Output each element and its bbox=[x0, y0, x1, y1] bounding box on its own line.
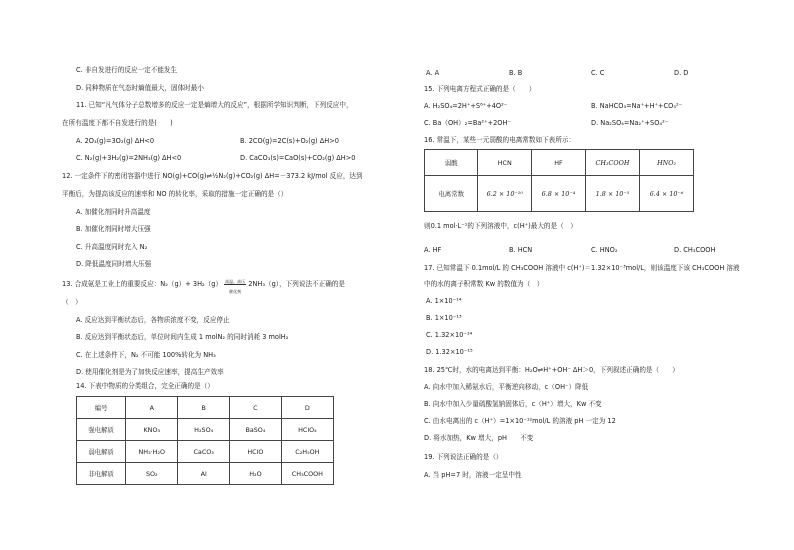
q17-option-a: A. 1×10⁻¹⁴ bbox=[426, 297, 462, 305]
q16-header-cell: HCN bbox=[478, 150, 532, 176]
q18-option-c: C. 由水电离出的 c（H⁺）=1×10⁻¹²mol/L 的溶液 pH 一定为 12 bbox=[424, 417, 616, 425]
q17-option-b: B. 1×10⁻¹³ bbox=[426, 314, 462, 322]
q18-stem: 18. 25℃时，水的电离达到平衡：H₂O⇌H⁺+OH⁻ ΔH＞0，下列叙述正确的是（ ） bbox=[424, 366, 679, 374]
table-cell: CaCO₃ bbox=[178, 441, 230, 463]
q13-option-d: D. 使用催化剂是为了加快反应速率，提高生产效率 bbox=[76, 368, 224, 376]
table-cell: 6.4 × 10⁻⁶ bbox=[640, 176, 694, 212]
q15-stem: 15. 下列电离方程式正确的是（ ） bbox=[424, 85, 536, 93]
q14-header-cell: A bbox=[126, 397, 178, 419]
q12-stem-line1: 12. 一定条件下的密闭容器中进行 NO(g)+CO(g)⇌½N₂(g)+CO₂(g) ΔH=－373.2 kJ/mol 反应，达到 bbox=[62, 172, 363, 180]
q15-option-b: B. NaHCO₃=Na⁺+H⁺+CO₃²⁻ bbox=[591, 102, 683, 110]
table-cell: HClO bbox=[230, 441, 282, 463]
table-cell: CH₃COOH bbox=[281, 463, 333, 485]
q12-option-b: B. 加催化剂同时增大压强 bbox=[76, 225, 151, 233]
q10-option-c: C. 非自发进行的反应一定不能发生 bbox=[76, 66, 178, 74]
q16-answer-b: B. HCN bbox=[509, 246, 533, 254]
q10-option-d: D. 同种物质在气态时熵值最大，固体时最小 bbox=[76, 84, 204, 92]
table-cell: BaSO₄ bbox=[230, 419, 282, 441]
q16-answer-c: C. HNO₂ bbox=[591, 246, 618, 254]
q13-paren: （ ） bbox=[62, 298, 82, 306]
q14-answer-c: C. C bbox=[591, 69, 605, 77]
q15-option-c: C. Ba（OH）₂=Ba²⁺+2OH⁻ bbox=[424, 119, 511, 127]
table-cell: 电离常数 bbox=[425, 176, 478, 212]
q11-option-b: B. 2CO(g)=2C(s)+O₂(g) ΔH>0 bbox=[240, 137, 339, 145]
q17-option-c: C. 1.32×10⁻¹⁴ bbox=[426, 331, 473, 339]
right-column bbox=[424, 0, 764, 550]
table-cell: Al bbox=[178, 463, 230, 485]
q13-stem-line1 bbox=[62, 279, 346, 294]
q16-question: 则0.1 mol·L⁻¹的下列溶液中，c(H⁺)最大的是（ ） bbox=[424, 222, 577, 230]
q14-stem: 14. 下表中物质的分类组合，完全正确的是（） bbox=[76, 382, 214, 390]
table-cell: NH₃·H₂O bbox=[126, 441, 178, 463]
q15-option-a: A. H₂SO₄=2H⁺+S⁶⁺+4O²⁻ bbox=[424, 102, 508, 110]
q19-stem: 19. 下列说法正确的是（） bbox=[424, 453, 503, 461]
q14-header-cell: 编号 bbox=[77, 397, 126, 419]
q13-stem-part-a: 13. 合成氨是工业上的重要反应：N₂（g）+ 3H₂（g） bbox=[62, 280, 223, 288]
q16-header-cell: CH₃COOH bbox=[585, 150, 639, 176]
q13-option-b: B. 反应达到平衡状态后，单位时间内生成 1 molN₂ 的同时消耗 3 molH₂ bbox=[76, 333, 289, 341]
table-cell: 弱电解质 bbox=[77, 441, 126, 463]
q14-answer-b: B. B bbox=[509, 69, 523, 77]
q13-arrow-condition-bottom: 催化剂 bbox=[229, 289, 242, 294]
q14-header-cell: B bbox=[178, 397, 230, 419]
q13-stem-part-b: 2NH₃（g），下列说法不正确的是 bbox=[248, 280, 346, 288]
table-row bbox=[425, 176, 694, 212]
q14-answer-a: A. A bbox=[426, 69, 440, 77]
q18-option-b: B. 向水中加入少量硫酸氢钠固体后，c（H⁺）增大，Kw 不变 bbox=[424, 400, 602, 408]
q14-header-cell: D bbox=[281, 397, 333, 419]
table-cell: KNO₃ bbox=[126, 419, 178, 441]
q14-answer-d: D. D bbox=[674, 69, 689, 77]
table-row bbox=[77, 463, 334, 485]
table-row bbox=[77, 419, 334, 441]
q17-stem-line2: 中的水的离子积常数 Kw 的数值为（ ） bbox=[424, 280, 544, 288]
table-cell: SO₂ bbox=[126, 463, 178, 485]
left-column bbox=[62, 0, 402, 550]
q11-option-c: C. N₂(g)+3H₂(g)=2NH₃(g) ΔH<0 bbox=[76, 154, 182, 162]
q16-answer-a: A. HF bbox=[424, 246, 442, 254]
q11-stem-line2: 在所有温度下都不自发进行的是( ) bbox=[62, 119, 173, 127]
table-cell: H₂O bbox=[230, 463, 282, 485]
q12-option-a: A. 加催化剂同时升高温度 bbox=[76, 208, 151, 216]
q16-ionization-constant-table bbox=[424, 149, 694, 212]
table-row bbox=[77, 441, 334, 463]
q13-arrow-condition-top: 高温、高压 bbox=[225, 279, 246, 284]
table-cell: 6.2 × 10⁻¹⁰ bbox=[478, 176, 532, 212]
q18-option-a: A. 向水中加入稀氨水后，平衡逆向移动，c（OH⁻）降低 bbox=[424, 383, 589, 391]
table-cell: 6.8 × 10⁻⁴ bbox=[532, 176, 586, 212]
table-cell: 1.8 × 10⁻⁵ bbox=[585, 176, 639, 212]
q12-stem-line2: 平衡后，为提高该反应的速率和 NO 的转化率，采取的措施一定正确的是（） bbox=[62, 190, 288, 198]
q11-option-d: D. CaCO₃(s)=CaO(s)+CO₂(g) ΔH>0 bbox=[240, 154, 356, 162]
q15-option-d: D. Na₂SO₄=Na₂⁺+SO₄²⁻ bbox=[591, 119, 669, 127]
q14-header-cell: C bbox=[230, 397, 282, 419]
q16-header-cell: HNO₂ bbox=[640, 150, 694, 176]
q17-stem-line1: 17. 已知常温下 0.1mol/L 的 CH₃COOH 溶液中 c(H⁺)＝1.32×10⁻³mol/L，则该温度下该 CH₃COOH 溶液 bbox=[424, 264, 740, 272]
q11-stem-line1: 11. 已知“凡气体分子总数增多的反应一定是熵增大的反应”，根据所学知识判断，下列反应中， bbox=[76, 101, 353, 109]
equilibrium-arrow-icon bbox=[224, 279, 246, 294]
q16-header-cell: HF bbox=[532, 150, 586, 176]
q16-answer-d: D. CH₃COOH bbox=[674, 246, 716, 254]
table-cell: 非电解质 bbox=[77, 463, 126, 485]
q16-stem: 16. 常温下，某些一元弱酸的电离常数如下表所示： bbox=[424, 136, 576, 144]
q12-option-d: D. 降低温度同时增大压强 bbox=[76, 260, 152, 268]
table-cell: C₂H₅OH bbox=[281, 441, 333, 463]
q17-option-d: D. 1.32×10⁻¹⁵ bbox=[426, 348, 473, 356]
q18-option-d: D. 将水加热，Kw 增大，pH 不变 bbox=[424, 434, 534, 442]
q13-option-c: C. 在上述条件下，N₂ 不可能 100%转化为 NH₃ bbox=[76, 351, 216, 359]
q19-option-a: A. 当 pH=7 时，溶液一定呈中性 bbox=[424, 471, 522, 479]
q14-classification-table bbox=[76, 396, 334, 485]
q13-option-a: A. 反应达到平衡状态后，各物质浓度不变，反应停止 bbox=[76, 316, 230, 324]
table-cell: 强电解质 bbox=[77, 419, 126, 441]
table-cell: H₂SO₄ bbox=[178, 419, 230, 441]
q12-option-c: C. 升高温度同时充入 N₂ bbox=[76, 243, 148, 251]
table-cell: HClO₄ bbox=[281, 419, 333, 441]
q16-header-cell: 弱酸 bbox=[425, 150, 478, 176]
q11-option-a: A. 2O₃(g)=3O₂(g) ΔH<0 bbox=[76, 137, 155, 145]
